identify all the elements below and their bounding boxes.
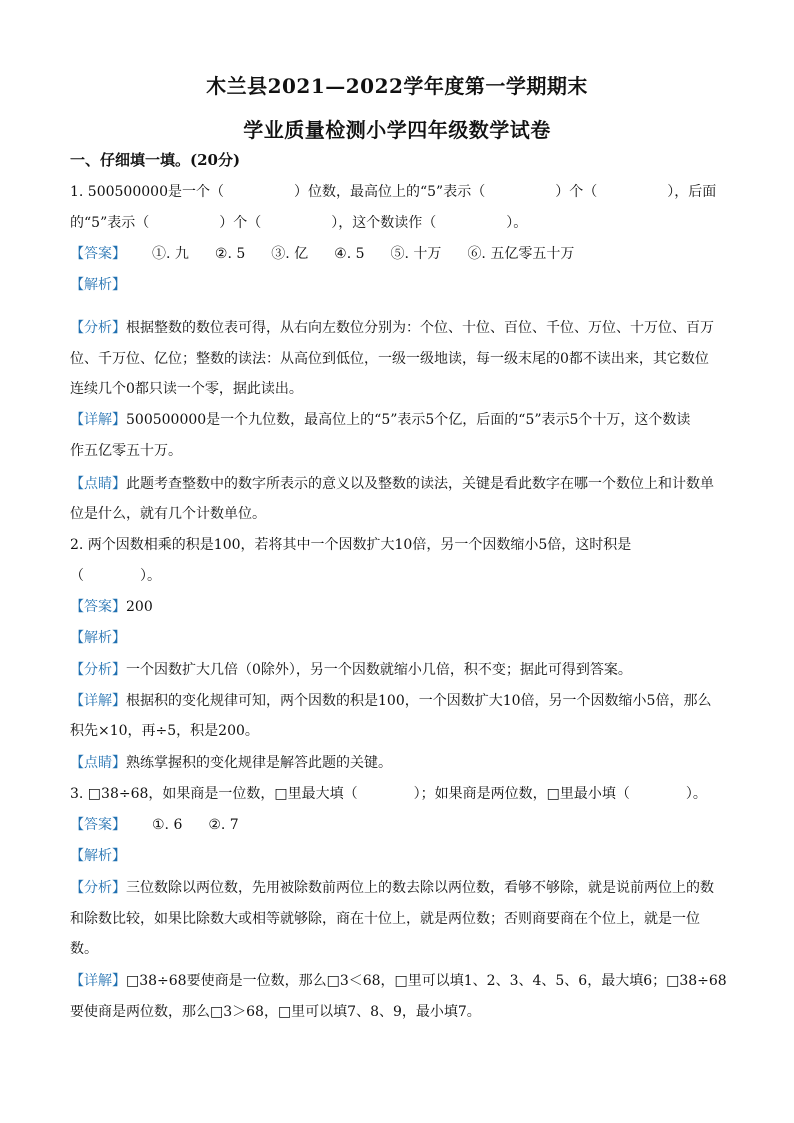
- q1-xiangjie-1: [70, 410, 730, 430]
- q1-fenxi-2: 位、千万位、亿位；整数的读法：从高位到低位，一级一级地读，每一级末尾的0都不读出来，其它数位: [70, 351, 709, 367]
- q1-dianjing-1: [70, 474, 730, 494]
- q3-xiangjie-2: 要使商是两位数，那么□3＞68，□里可以填7、8、9，最小填7。: [70, 1004, 481, 1020]
- q2-fenxi: [70, 660, 730, 680]
- q3-xiangjie-1: [70, 971, 730, 991]
- dianjing-tag: 【点睛】: [70, 755, 126, 771]
- section-heading: 一、仔细填一填。(20分): [70, 151, 241, 169]
- q2-xiangjie-text-1: 根据积的变化规律可知，两个因数的积是100，一个因数扩大10倍，另一个因数缩小5倍，那么: [126, 693, 712, 709]
- q1-xiangjie-text-1: 500500000是一个九位数，最高位上的“5”表示5个亿，后面的“5”表示5个十万，这个数读: [126, 412, 691, 428]
- analysis-tag: 【解析】: [70, 848, 126, 864]
- q2-fenxi-text: 一个因数扩大几倍（0除外），另一个因数就缩小几倍，积不变；据此可得到答案。: [126, 662, 632, 678]
- fenxi-tag: 【分析】: [70, 320, 126, 336]
- q1-xiangjie-2: 作五亿零五十万。: [70, 443, 182, 459]
- q1-answer-6: ⑥. 五亿零五十万: [467, 246, 575, 262]
- xiangjie-tag: 【详解】: [70, 412, 126, 428]
- q2-xiangjie-1: [70, 691, 730, 711]
- q1-text-line1: 1. 500500000是一个（ ）位数，最高位上的“5”表示（ ）个（ ），后面: [70, 184, 717, 200]
- xiangjie-tag: 【详解】: [70, 973, 126, 989]
- q1-answer-5: ⑤. 十万: [390, 246, 442, 262]
- q1-fenxi-1: [70, 318, 730, 338]
- q2-analysis-tag: [70, 628, 730, 648]
- q3-text-line1: 3. □38÷68，如果商是一位数，□里最大填（ ）；如果商是两位数，□里最小填（ ）。: [70, 786, 707, 802]
- q1-fenxi-3: 连续几个0都只读一个零，据此读出。: [70, 381, 303, 397]
- fenxi-tag: 【分析】: [70, 662, 126, 678]
- q3-fenxi-3: 数。: [70, 941, 98, 957]
- q1-text-line2: 的“5”表示（ ）个（ ），这个数读作（ ）。: [70, 215, 528, 231]
- q2-xiangjie-2: 积先×10，再÷5，积是200。: [70, 723, 259, 739]
- q3-fenxi-1: [70, 878, 730, 898]
- q3-answer-1: ①. 6: [152, 817, 183, 833]
- q1-fenxi-text-1: 根据整数的数位表可得，从右向左数位分别为：个位、十位、百位、千位、万位、十万位、百万: [126, 320, 714, 336]
- q2-answer-row: [70, 597, 730, 617]
- q2-text-line2: （ ）。: [70, 568, 161, 584]
- q3-fenxi-2: 和除数比较，如果比除数大或相等就够除，商在十位上，就是两位数；否则商要商在个位上，就是一位: [70, 911, 700, 927]
- q1-answer-1: ①. 九: [152, 246, 189, 262]
- q1-analysis-tag: [70, 275, 730, 295]
- q3-analysis-tag: [70, 846, 730, 866]
- q1-dianjing-text-1: 此题考查整数中的数字所表示的意义以及整数的读法，关键是看此数字在哪一个数位上和计数单: [126, 476, 714, 492]
- q1-answer-3: ③. 亿: [271, 246, 309, 262]
- answer-tag: 【答案】: [70, 246, 126, 262]
- q3-fenxi-text-1: 三位数除以两位数，先用被除数前两位上的数去除以两位数，看够不够除，就是说前两位上的数: [126, 880, 714, 896]
- exam-title-line2: 学业质量检测小学四年级数学试卷: [243, 118, 551, 142]
- q3-xiangjie-text-1: □38÷68要使商是一位数，那么□3＜68，□里可以填1、2、3、4、5、6，最大填6；□38÷68: [126, 973, 727, 989]
- exam-title-line1: 木兰县2021—2022学年度第一学期期末: [206, 74, 588, 98]
- dianjing-tag: 【点睛】: [70, 476, 126, 492]
- analysis-tag: 【解析】: [70, 630, 126, 646]
- q1-answer-2: ②. 5: [214, 246, 246, 262]
- q3-answer-2: ②. 7: [208, 817, 239, 833]
- analysis-tag: 【解析】: [70, 277, 126, 293]
- fenxi-tag: 【分析】: [70, 880, 126, 896]
- xiangjie-tag: 【详解】: [70, 693, 126, 709]
- q3-answer-row: [70, 815, 730, 835]
- q2-dianjing-text: 熟练掌握积的变化规律是解答此题的关键。: [126, 755, 392, 771]
- q2-text-line1: 2. 两个因数相乘的积是100，若将其中一个因数扩大10倍，另一个因数缩小5倍，这时积是: [70, 537, 632, 553]
- answer-tag: 【答案】: [70, 817, 126, 833]
- q1-answer-4: ④. 5: [334, 246, 365, 262]
- q2-dianjing: [70, 753, 730, 773]
- answer-tag: 【答案】: [70, 599, 126, 615]
- q1-answer-row: [70, 244, 730, 264]
- q2-answer: 200: [126, 599, 153, 615]
- q1-dianjing-2: 位是什么，就有几个计数单位。: [70, 506, 266, 522]
